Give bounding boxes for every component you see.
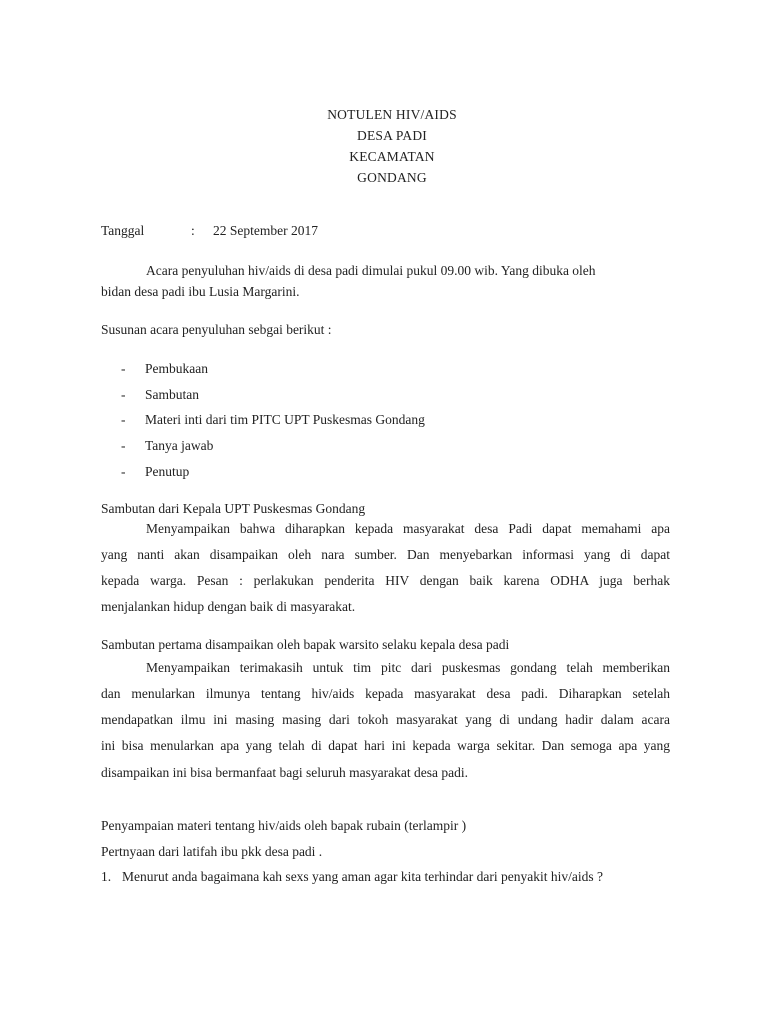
agenda-item: Pembukaan (145, 361, 208, 376)
section2-line: ini bisa menularkan apa yang telah di dapat hari ini kepada warga sekitar. Dan semoga apa yang (101, 738, 670, 753)
date-value: 22 September 2017 (213, 223, 318, 238)
date-label: Tanggal (101, 223, 145, 238)
date-colon: : (191, 223, 195, 238)
title-line-4: GONDANG (357, 170, 427, 185)
title-line-2: DESA PADI (357, 128, 427, 143)
title-line-3: KECAMATAN (349, 149, 435, 164)
agenda-item: Materi inti dari tim PITC UPT Puskesmas Gondang (145, 412, 425, 427)
document-title (0, 104, 768, 188)
agenda-bullet: - (121, 387, 126, 402)
question-text: Menurut anda bagaimana kah sexs yang aman agar kita terhindar dari penyakit hiv/aids ? (122, 869, 603, 884)
material-line: Penyampaian materi tentang hiv/aids oleh bapak rubain (terlampir ) (101, 818, 467, 833)
agenda-item: Sambutan (145, 387, 199, 402)
question-intro: Pertnyaan dari latifah ibu pkk desa padi . (101, 844, 323, 859)
section1-line: Menyampaikan bahwa diharapkan kepada masyarakat desa Padi dapat memahami apa (146, 521, 670, 536)
section1-line: menjalankan hidup dengan baik di masyarakat. (101, 599, 356, 614)
agenda-bullet: - (121, 438, 126, 453)
question-number: 1. (101, 869, 112, 884)
agenda-bullet: - (121, 464, 126, 479)
section2-line: mendapatkan ilmu ini masing masing dari tokoh masyarakat yang di undang hadir dalam acara (101, 712, 670, 727)
section1-heading: Sambutan dari Kepala UPT Puskesmas Gondang (101, 501, 366, 516)
agenda-bullet: - (121, 361, 126, 376)
section2-line: Menyampaikan terimakasih untuk tim pitc dari puskesmas gondang telah memberikan (146, 660, 670, 675)
opening-line-1: Acara penyuluhan hiv/aids di desa padi dimulai pukul 09.00 wib. Yang dibuka oleh (146, 263, 596, 278)
section1-line: kepada warga. Pesan : perlakukan penderita HIV dengan baik karena ODHA juga berhak (101, 573, 670, 588)
opening-line-2: bidan desa padi ibu Lusia Margarini. (101, 284, 300, 299)
section1-line: yang nanti akan disampaikan oleh nara sumber. Dan menyebarkan informasi yang di dapat (101, 547, 670, 562)
section2-line: dan menularkan ilmunya tentang hiv/aids kepada masyarakat desa padi. Diharapkan setelah (101, 686, 670, 701)
agenda-item: Tanya jawab (145, 438, 214, 453)
agenda-item: Penutup (145, 464, 190, 479)
agenda-heading: Susunan acara penyuluhan sebgai berikut : (101, 322, 332, 337)
section2-line: disampaikan ini bisa bermanfaat bagi seluruh masyarakat desa padi. (101, 765, 468, 780)
section2-heading: Sambutan pertama disampaikan oleh bapak warsito selaku kepala desa padi (101, 637, 510, 652)
title-line-1: NOTULEN HIV/AIDS (327, 107, 457, 122)
agenda-bullet: - (121, 412, 126, 427)
